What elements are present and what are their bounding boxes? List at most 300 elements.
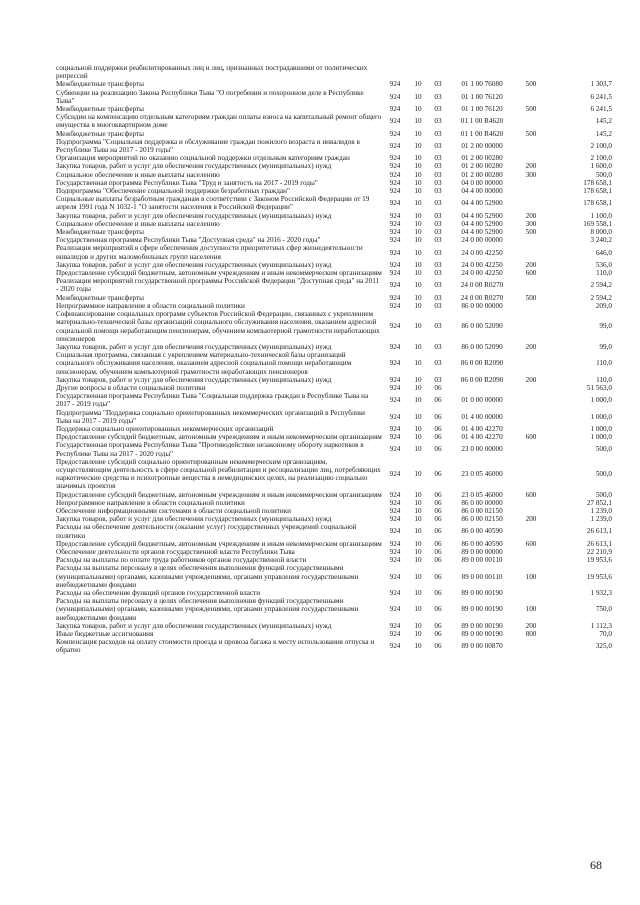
table-row bbox=[56, 597, 612, 622]
row-name-cell: Подпрограмма "Обеспечение социальной поддержки безработных граждан" bbox=[56, 187, 290, 196]
target-article-cell: 01 1 00 R4620 bbox=[460, 117, 504, 126]
table-row bbox=[56, 515, 612, 523]
ministry-code-cell: 924 bbox=[389, 293, 401, 302]
subsection-code-cell: 06 bbox=[434, 589, 442, 597]
amount-cell: 6 241,5 bbox=[590, 105, 612, 114]
target-article-cell: 23 0 05 46000 bbox=[461, 470, 503, 479]
row-name-cell: Расходы на выплаты персоналу в целях обеспечения выполнения функций государственными (муниципальными) органами, казенными учреждениями, органами управления государственными внебюджетными фондами bbox=[56, 564, 359, 589]
ministry-code-cell: 924 bbox=[389, 141, 401, 150]
subsection-code-cell: 06 bbox=[434, 630, 442, 639]
section-code-cell: 10 bbox=[414, 556, 422, 565]
row-name-cell: Предоставление субсидий социально ориентированным некоммерческим организациям, осуществляющим деятельность в сфере социальной реабилитации и ресоциализации лиц, потребляющих наркотические средства и психотропные вещества в немедицинских целях, на реализацию социально значимых проектов bbox=[56, 457, 381, 491]
target-article-cell: 24 0 00 42250 bbox=[461, 260, 503, 269]
ministry-code-cell: 924 bbox=[389, 547, 401, 556]
amount-cell: 646,0 bbox=[595, 248, 612, 257]
target-article-cell: 86 0 00 00000 bbox=[461, 301, 503, 310]
row-name-cell: Расходы на обеспечение функций органов государственной власти bbox=[56, 589, 261, 597]
target-article-cell: 01 1 00 R4620 bbox=[460, 129, 504, 138]
row-name-cell: Социальное обеспечение и иные выплаты населению bbox=[56, 170, 220, 179]
ministry-code-cell: 924 bbox=[389, 642, 401, 651]
target-article-cell: 24 0 00 R0270 bbox=[460, 281, 504, 290]
expense-type-cell: 300 bbox=[525, 170, 537, 179]
subsection-code-cell: 03 bbox=[434, 80, 442, 89]
target-article-cell: 89 0 00 00190 bbox=[461, 630, 503, 639]
ministry-code-cell: 924 bbox=[389, 605, 401, 614]
target-article-cell: 01 4 00 42270 bbox=[461, 424, 503, 433]
row-name-cell: Расходы на выплаты персоналу в целях обеспечения выполнения функций государственными (муниципальными) органами, казенными учреждениями, органами управления государственными внебюджетными фондами bbox=[56, 597, 359, 622]
row-name-cell: Софинансирование социальных программ субъектов Российской Федерации, связанных с укреплением материально-технической базы организаций социального обслуживания населения, оказанием адресной социальной помощи неработающим пенсионерам, обучением компьютерной грамотности неработающих пенсионеров bbox=[56, 310, 380, 343]
ministry-code-cell: 924 bbox=[389, 412, 401, 421]
ministry-code-cell: 924 bbox=[389, 506, 401, 515]
subsection-code-cell: 03 bbox=[434, 260, 442, 269]
subsection-code-cell: 06 bbox=[434, 506, 442, 515]
row-name-cell: Реализация мероприятий в сфере обеспечения доступности приоритетных сфер жизнедеятельности инвалидов и других маломобильных групп населения bbox=[56, 244, 363, 261]
expense-type-cell bbox=[516, 589, 546, 597]
ministry-code-cell: 924 bbox=[389, 269, 401, 278]
table-row bbox=[56, 64, 612, 80]
subsection-code-cell: 03 bbox=[434, 162, 442, 171]
target-article-cell: 24 0 00 00000 bbox=[461, 236, 503, 245]
ministry-code-cell: 924 bbox=[389, 375, 401, 384]
table-row bbox=[56, 261, 612, 269]
ministry-code-cell: 924 bbox=[389, 424, 401, 433]
ministry-code-cell: 924 bbox=[389, 498, 401, 507]
amount-cell: 1 932,3 bbox=[590, 589, 612, 597]
table-row bbox=[56, 351, 612, 376]
expense-type-cell: 200 bbox=[525, 342, 537, 351]
table-row bbox=[56, 277, 612, 293]
target-article-cell: 04 4 00 52900 bbox=[461, 199, 503, 208]
expense-type-cell bbox=[516, 64, 546, 80]
amount-cell: 110,0 bbox=[596, 269, 612, 278]
ministry-code-cell: 924 bbox=[389, 154, 401, 163]
subsection-code-cell: 03 bbox=[434, 187, 442, 196]
table-row bbox=[56, 589, 612, 597]
ministry-code-cell: 924 bbox=[389, 228, 401, 237]
target-article-cell: 04 4 00 52900 bbox=[461, 219, 503, 228]
target-article-cell: 04 4 00 52900 bbox=[461, 228, 503, 237]
table-row bbox=[56, 507, 612, 515]
table-row bbox=[56, 212, 612, 220]
expense-type-cell bbox=[516, 277, 546, 293]
section-code-cell: 10 bbox=[414, 293, 422, 302]
target-article-cell: 89 0 00 00110 bbox=[461, 556, 503, 565]
section-code-cell: 10 bbox=[414, 498, 422, 507]
table-row bbox=[56, 269, 612, 277]
ministry-code-cell: 924 bbox=[389, 527, 401, 536]
section-code-cell: 10 bbox=[414, 383, 422, 392]
table-row bbox=[56, 556, 612, 564]
expense-type-cell bbox=[516, 244, 546, 260]
section-code-cell: 10 bbox=[414, 301, 422, 310]
target-article-cell: 01 0 00 00000 bbox=[461, 396, 503, 405]
subsection-code-cell: 06 bbox=[434, 642, 442, 651]
ministry-code-cell: 924 bbox=[389, 515, 401, 524]
section-code-cell: 10 bbox=[414, 260, 422, 269]
subsection-code-cell: 03 bbox=[434, 154, 442, 163]
subsection-code-cell: 06 bbox=[434, 605, 442, 614]
row-name-cell: Предоставление субсидий бюджетным, автономным учреждениям и иным некоммерческим организациям bbox=[56, 433, 382, 442]
subsection-code-cell: 03 bbox=[434, 236, 442, 245]
expense-type-cell: 300 bbox=[525, 219, 537, 228]
section-code-cell: 10 bbox=[414, 515, 422, 524]
expense-type-cell: 500 bbox=[525, 228, 537, 237]
section-code-cell: 10 bbox=[414, 281, 422, 290]
expense-type-cell: 500 bbox=[525, 293, 537, 302]
target-article-cell: 89 0 00 00110 bbox=[461, 572, 503, 581]
subsection-code-cell: 06 bbox=[434, 424, 442, 433]
table-row bbox=[56, 499, 612, 507]
ministry-code-cell: 924 bbox=[389, 433, 401, 442]
amount-cell: 51 563,0 bbox=[586, 383, 612, 392]
ministry-code-cell bbox=[382, 64, 408, 80]
expense-type-cell bbox=[516, 556, 546, 564]
row-name-cell: Обеспечение информационными системами в области социальной политики bbox=[56, 506, 292, 515]
table-row bbox=[56, 302, 612, 310]
ministry-code-cell: 924 bbox=[389, 199, 401, 208]
section-code-cell: 10 bbox=[414, 170, 422, 179]
target-article-cell: 24 0 00 42250 bbox=[461, 269, 503, 278]
amount-cell: 178 658,1 bbox=[583, 178, 612, 187]
ministry-code-cell: 924 bbox=[389, 490, 401, 499]
target-article-cell: 01 2 00 00280 bbox=[461, 162, 503, 171]
expense-type-cell: 600 bbox=[525, 539, 537, 548]
ministry-code-cell: 924 bbox=[389, 342, 401, 351]
section-code-cell: 10 bbox=[414, 424, 422, 433]
row-name-cell: Субсидии на компенсацию отдельным категориям граждан оплаты взноса на капитальный ремонт общего имущества в многоквартирном доме bbox=[56, 113, 382, 130]
row-name-cell: Социальная программа, связанная с укреплением материально-технической базы организаций социального обслуживания населения, оказанием адресной социальной помощи неработающим пенсионерам, обучением компьютерной грамотности неработающих пенсионеров bbox=[56, 351, 352, 376]
section-code-cell bbox=[408, 64, 428, 80]
table-row bbox=[56, 171, 612, 179]
table-row bbox=[56, 113, 612, 129]
subsection-code-cell: 06 bbox=[434, 498, 442, 507]
row-name-cell: Предоставление субсидий бюджетным, автономным учреждениям и иным некоммерческим организациям bbox=[56, 269, 382, 278]
target-article-cell: 01 1 00 76120 bbox=[461, 92, 503, 101]
expense-type-cell bbox=[516, 89, 546, 105]
expense-type-cell bbox=[516, 138, 546, 154]
amount-cell: 1 000,0 bbox=[590, 424, 612, 433]
subsection-code-cell bbox=[428, 64, 448, 80]
subsection-code-cell: 06 bbox=[434, 490, 442, 499]
row-name-cell: Государственная программа Республики Тыва "Социальная поддержка граждан в Республике Тыва на 2017 - 2019 годы" bbox=[56, 392, 369, 409]
ministry-code-cell: 924 bbox=[389, 219, 401, 228]
row-name-cell: Субвенции на реализацию Закона Республики Тыва "О погребении и похоронном деле в Республике Тыва" bbox=[56, 88, 364, 105]
amount-cell: 1 100,0 bbox=[590, 211, 612, 220]
amount-cell: 500,0 bbox=[595, 470, 612, 479]
subsection-code-cell: 03 bbox=[434, 293, 442, 302]
table-row bbox=[56, 310, 612, 343]
target-article-cell: 01 2 00 00000 bbox=[461, 141, 503, 150]
section-code-cell: 10 bbox=[414, 129, 422, 138]
target-article-cell: 23 0 05 46000 bbox=[461, 490, 503, 499]
amount-cell: 750,0 bbox=[595, 605, 612, 614]
section-code-cell: 10 bbox=[414, 572, 422, 581]
subsection-code-cell: 06 bbox=[434, 383, 442, 392]
row-name-cell: социальной поддержки реабилитированных лиц и лиц, признанных пострадавшими от политических репрессий bbox=[56, 64, 368, 81]
expense-type-cell bbox=[516, 441, 546, 457]
target-article-cell: 23 0 00 00000 bbox=[461, 445, 503, 454]
subsection-code-cell: 03 bbox=[434, 92, 442, 101]
section-code-cell: 10 bbox=[414, 621, 422, 630]
amount-cell: 1 303,7 bbox=[590, 80, 612, 89]
ministry-code-cell: 924 bbox=[389, 470, 401, 479]
table-row bbox=[56, 343, 612, 351]
amount-cell: 2 100,0 bbox=[590, 141, 612, 150]
subsection-code-cell: 06 bbox=[434, 572, 442, 581]
row-name-cell: Предоставление субсидий бюджетным, автономным учреждениям и иным некоммерческим организациям bbox=[56, 490, 382, 499]
ministry-code-cell: 924 bbox=[389, 445, 401, 454]
ministry-code-cell: 924 bbox=[389, 396, 401, 405]
row-name-cell: Поддержка социально ориентированных некоммерческих организаций bbox=[56, 424, 274, 433]
section-code-cell: 10 bbox=[414, 211, 422, 220]
expense-type-cell: 600 bbox=[525, 433, 537, 442]
expense-type-cell: 200 bbox=[525, 375, 537, 384]
table-row bbox=[56, 294, 612, 302]
subsection-code-cell: 06 bbox=[434, 412, 442, 421]
subsection-code-cell: 03 bbox=[434, 129, 442, 138]
expense-type-cell bbox=[516, 499, 546, 507]
target-article-cell: 86 0 00 00000 bbox=[461, 498, 503, 507]
ministry-code-cell: 924 bbox=[389, 236, 401, 245]
table-row bbox=[56, 187, 612, 195]
ministry-code-cell: 924 bbox=[389, 630, 401, 639]
amount-cell: 27 852,1 bbox=[586, 498, 612, 507]
row-name-cell: Закупка товаров, работ и услуг для обеспечения государственных (муниципальных) нужд bbox=[56, 342, 332, 351]
subsection-code-cell: 03 bbox=[434, 117, 442, 126]
section-code-cell: 10 bbox=[414, 539, 422, 548]
row-name-cell: Другие вопросы в области социальной политики bbox=[56, 383, 206, 392]
amount-cell: 500,0 bbox=[595, 170, 612, 179]
table-row bbox=[56, 491, 612, 499]
row-name-cell: Закупка товаров, работ и услуг для обеспечения государственных (муниципальных) нужд bbox=[56, 375, 332, 384]
ministry-code-cell: 924 bbox=[389, 359, 401, 368]
target-article-cell: 24 0 00 R0270 bbox=[460, 293, 504, 302]
row-name-cell: Государственная программа Республики Тыва "Труд и занятость на 2017 - 2019 годы" bbox=[56, 178, 318, 187]
section-code-cell: 10 bbox=[414, 154, 422, 163]
target-article-cell bbox=[448, 384, 516, 392]
amount-cell: 22 210,9 bbox=[586, 547, 612, 556]
expense-type-cell: 500 bbox=[525, 80, 537, 89]
target-article-cell: 86 0 00 02150 bbox=[461, 515, 503, 524]
table-row bbox=[56, 433, 612, 441]
expense-type-cell: 800 bbox=[525, 630, 537, 639]
section-code-cell: 10 bbox=[414, 412, 422, 421]
table-row bbox=[56, 376, 612, 384]
expense-type-cell bbox=[516, 409, 546, 425]
target-article-cell: 01 1 00 76120 bbox=[461, 105, 503, 114]
table-row bbox=[56, 179, 612, 187]
subsection-code-cell: 03 bbox=[434, 105, 442, 114]
subsection-code-cell: 06 bbox=[434, 515, 442, 524]
amount-cell: 2 100,0 bbox=[590, 154, 612, 163]
amount-cell: 145,2 bbox=[595, 117, 612, 126]
amount-cell: 1 112,3 bbox=[590, 621, 612, 630]
expense-type-cell bbox=[516, 154, 546, 162]
subsection-code-cell: 03 bbox=[434, 269, 442, 278]
section-code-cell: 10 bbox=[414, 490, 422, 499]
expense-type-cell: 100 bbox=[525, 605, 537, 614]
section-code-cell: 10 bbox=[414, 342, 422, 351]
target-article-cell: 89 0 00 00190 bbox=[461, 605, 503, 614]
section-code-cell: 10 bbox=[414, 506, 422, 515]
target-article-cell: 24 0 00 42250 bbox=[461, 248, 503, 257]
ministry-code-cell: 924 bbox=[389, 572, 401, 581]
expense-type-cell: 200 bbox=[525, 515, 537, 524]
ministry-code-cell: 924 bbox=[389, 162, 401, 171]
expense-type-cell bbox=[516, 187, 546, 195]
amount-cell: 110,0 bbox=[596, 375, 612, 384]
table-row bbox=[56, 392, 612, 408]
subsection-code-cell: 03 bbox=[434, 342, 442, 351]
section-code-cell: 10 bbox=[414, 396, 422, 405]
subsection-code-cell: 06 bbox=[434, 556, 442, 565]
expense-type-cell: 200 bbox=[525, 211, 537, 220]
expense-type-cell bbox=[516, 310, 546, 343]
amount-cell: 500,0 bbox=[595, 445, 612, 454]
expense-type-cell bbox=[516, 392, 546, 408]
section-code-cell: 10 bbox=[414, 630, 422, 639]
amount-cell: 1 000,0 bbox=[590, 396, 612, 405]
table-row bbox=[56, 244, 612, 260]
subsection-code-cell: 06 bbox=[434, 470, 442, 479]
section-code-cell: 10 bbox=[414, 178, 422, 187]
expense-type-cell bbox=[516, 179, 546, 187]
row-name-cell: Обеспечение деятельности органов государственной власти Республики Тыва bbox=[56, 547, 295, 556]
row-name-cell: Закупка товаров, работ и услуг для обеспечения государственных (муниципальных) нужд bbox=[56, 162, 332, 171]
section-code-cell: 10 bbox=[414, 589, 422, 597]
amount-cell: 178 658,1 bbox=[583, 199, 612, 208]
row-name-cell: Межбюджетные трансферты bbox=[56, 129, 144, 138]
ministry-code-cell: 924 bbox=[389, 556, 401, 565]
amount-cell: 8 000,0 bbox=[590, 228, 612, 237]
table-row bbox=[56, 548, 612, 556]
amount-cell: 26 613,1 bbox=[586, 527, 612, 536]
section-code-cell: 10 bbox=[414, 470, 422, 479]
expense-type-cell bbox=[516, 302, 546, 310]
table-row bbox=[56, 622, 612, 630]
budget-table bbox=[56, 64, 612, 655]
subsection-code-cell: 06 bbox=[434, 445, 442, 454]
table-row bbox=[56, 564, 612, 589]
ministry-code-cell: 924 bbox=[389, 80, 401, 89]
section-code-cell: 10 bbox=[414, 359, 422, 368]
subsection-code-cell: 06 bbox=[434, 527, 442, 536]
row-name-cell: Закупка товаров, работ и услуг для обеспечения государственных (муниципальных) нужд bbox=[56, 621, 332, 630]
target-article-cell: 89 0 00 00190 bbox=[461, 589, 503, 597]
expense-type-cell bbox=[516, 236, 546, 244]
section-code-cell: 10 bbox=[414, 80, 422, 89]
table-row bbox=[56, 80, 612, 88]
row-name-cell: Межбюджетные трансферты bbox=[56, 105, 144, 114]
target-article-cell: 01 4 00 42270 bbox=[461, 433, 503, 442]
subsection-code-cell: 06 bbox=[434, 396, 442, 405]
subsection-code-cell: 03 bbox=[434, 170, 442, 179]
target-article-cell: 86 0 00 52090 bbox=[461, 342, 503, 351]
expense-type-cell: 600 bbox=[525, 269, 537, 278]
ministry-code-cell: 924 bbox=[389, 248, 401, 257]
ministry-code-cell: 924 bbox=[389, 187, 401, 196]
row-name-cell: Государственная программа Республики Тыва "Доступная среда" на 2016 - 2020 годы" bbox=[56, 236, 321, 245]
target-article-cell: 01 2 00 00280 bbox=[461, 170, 503, 179]
table-row bbox=[56, 105, 612, 113]
section-code-cell: 10 bbox=[414, 141, 422, 150]
expense-type-cell: 500 bbox=[525, 129, 537, 138]
amount-cell: 178 658,1 bbox=[583, 187, 612, 196]
budget-table-body bbox=[56, 64, 612, 655]
table-row bbox=[56, 162, 612, 170]
target-article-cell: 86 0 00 40590 bbox=[461, 527, 503, 536]
amount-cell: 70,0 bbox=[599, 630, 612, 639]
section-code-cell: 10 bbox=[414, 236, 422, 245]
amount-cell: 1 000,0 bbox=[590, 433, 612, 442]
amount-cell: 6 241,5 bbox=[590, 92, 612, 101]
amount-cell: 1 239,0 bbox=[590, 515, 612, 524]
target-article-cell: 86 0 00 R2090 bbox=[460, 375, 504, 384]
table-row bbox=[56, 458, 612, 491]
table-row bbox=[56, 384, 612, 392]
section-code-cell: 10 bbox=[414, 248, 422, 257]
section-code-cell: 10 bbox=[414, 527, 422, 536]
ministry-code-cell: 924 bbox=[389, 281, 401, 290]
row-name-cell: Социальное обеспечение и иные выплаты населению bbox=[56, 219, 220, 228]
target-article-cell: 04 0 00 00000 bbox=[461, 178, 503, 187]
expense-type-cell bbox=[516, 507, 546, 515]
subsection-code-cell: 03 bbox=[434, 322, 442, 331]
amount-cell: 19 953,6 bbox=[586, 556, 612, 565]
target-article-cell: 86 0 00 02150 bbox=[461, 506, 503, 515]
target-article-cell: 04 4 00 52900 bbox=[461, 211, 503, 220]
amount-cell: 500,0 bbox=[595, 490, 612, 499]
amount-cell: 536,0 bbox=[595, 260, 612, 269]
table-row bbox=[56, 195, 612, 211]
table-row bbox=[56, 228, 612, 236]
subsection-code-cell: 03 bbox=[434, 141, 442, 150]
amount-cell: 1 000,0 bbox=[590, 412, 612, 421]
section-code-cell: 10 bbox=[414, 445, 422, 454]
section-code-cell: 10 bbox=[414, 117, 422, 126]
section-code-cell: 10 bbox=[414, 92, 422, 101]
section-code-cell: 10 bbox=[414, 605, 422, 614]
row-name-cell: Закупка товаров, работ и услуг для обеспечения государственных (муниципальных) нужд bbox=[56, 515, 332, 524]
row-name-cell: Межбюджетные трансферты bbox=[56, 228, 144, 237]
subsection-code-cell: 06 bbox=[434, 547, 442, 556]
section-code-cell: 10 bbox=[414, 105, 422, 114]
row-name-cell: Расходы на обеспечение деятельности (оказание услуг) государственных учреждений социальной политики bbox=[56, 523, 357, 540]
expense-type-cell: 600 bbox=[525, 490, 537, 499]
section-code-cell: 10 bbox=[414, 219, 422, 228]
ministry-code-cell: 924 bbox=[389, 539, 401, 548]
target-article-cell: 89 0 00 00190 bbox=[461, 621, 503, 630]
row-name-cell: Организация мероприятий по оказанию социальной поддержки отдельным категориям граждан bbox=[56, 154, 350, 163]
section-code-cell: 10 bbox=[414, 547, 422, 556]
section-code-cell: 10 bbox=[414, 375, 422, 384]
section-code-cell: 10 bbox=[414, 199, 422, 208]
expense-type-cell: 200 bbox=[525, 162, 537, 171]
expense-type-cell: 200 bbox=[525, 621, 537, 630]
amount-cell: 3 240,2 bbox=[590, 236, 612, 245]
target-article-cell: 86 0 00 52090 bbox=[461, 322, 503, 331]
subsection-code-cell: 03 bbox=[434, 199, 442, 208]
target-article-cell: 01 2 00 00280 bbox=[461, 154, 503, 163]
target-article-cell: 04 4 00 00000 bbox=[461, 187, 503, 196]
ministry-code-cell: 924 bbox=[389, 92, 401, 101]
amount-cell: 2 594,2 bbox=[590, 293, 612, 302]
amount-cell: 2 594,2 bbox=[590, 281, 612, 290]
target-article-cell: 01 1 00 76080 bbox=[461, 80, 503, 89]
expense-type-cell: 100 bbox=[525, 572, 537, 581]
row-name-cell: Непрограммное направление в области социальной политики bbox=[56, 301, 245, 310]
amount-cell: 99,0 bbox=[599, 342, 612, 351]
